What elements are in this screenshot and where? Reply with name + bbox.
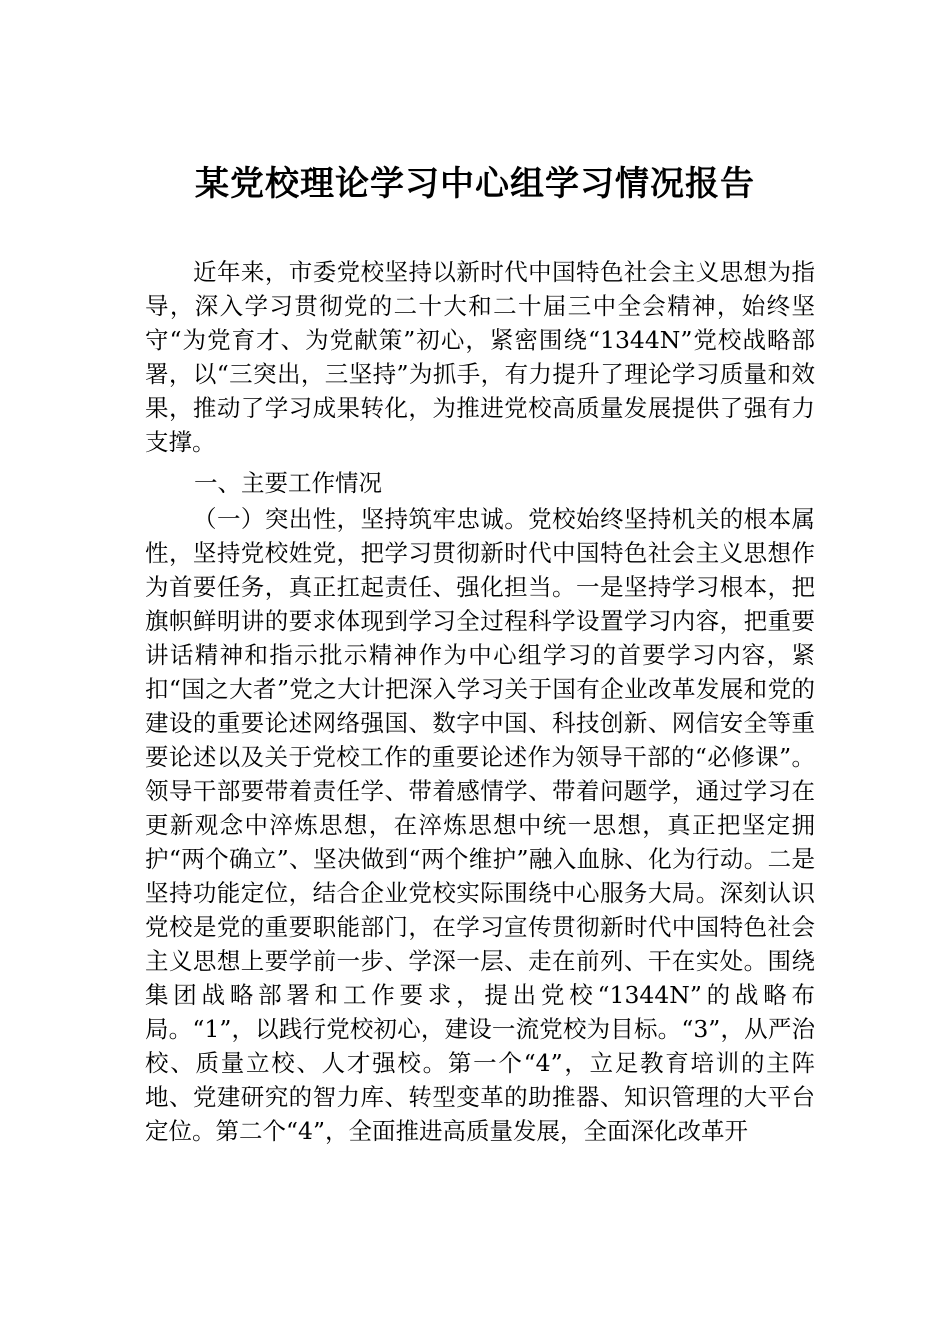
- subsection-body: 党校始终坚持机关的根本属性，坚持党校姓党，把学习贯彻新时代中国特色社会主义思想作为首要任务，真正扛起责任、强化担当。一是坚持学习根本，把旗帜鲜明讲的要求体现到学习全过程科学设置学习内容，把重要讲话精神和指示批示精神作为中心组学习的首要学习内容，紧扣“国之大者”党之大计把深入学习关于国有企业改革发展和党的建设的重要论述网络强国、数字中国、科技创新、网信安全等重要论述以及关于党校工作的重要论述作为领导干部的“必修课”。领导干部要带着责任学、带着感情学、带着问题学，通过学习在更新观念中淬炼思想，在淬炼思想中统一思想，真正把坚定拥护“两个确立”、坚决做到“两个维护”融入血脉、化为行动。二是坚持功能定位，结合企业党校实际围绕中心服务大局。深刻认识党校是党的重要职能部门，在学习宣传贯彻新时代中国特色社会主义思想上要学前一步、学深一层、走在前列、干在实处。围绕集团战略部署和工作要求，提出党校“1344N”的战略布局。“1”，以践行党校初心，建设一流党校为目标。“3”，从严治校、质量立校、人才强校。第一个“4”，立足教育培训的主阵地、党建研究的智力库、转型变革的助推器、知识管理的大平台定位。第二个“4”，全面推进高质量发展，全面深化改革开: [145, 505, 816, 1145]
- document-title: 某党校理论学习中心组学习情况报告: [195, 164, 755, 204]
- intro-paragraph: 近年来，市委党校坚持以新时代中国特色社会主义思想为指导，深入学习贯彻党的二十大和二十届三中全会精神，始终坚守“为党育才、为党献策”初心，紧密围绕“1344N”党校战略部署，以“三突出，三坚持”为抓手，有力提升了理论学习质量和效果，推动了学习成果转化，为推进党校高质量发展提供了强有力支撑。: [145, 258, 815, 456]
- subsection-heading: （一）突出性，坚持筑牢忠诚。: [193, 505, 529, 533]
- section-heading: 一、主要工作情况: [194, 469, 382, 497]
- section-paragraph: [145, 502, 815, 1148]
